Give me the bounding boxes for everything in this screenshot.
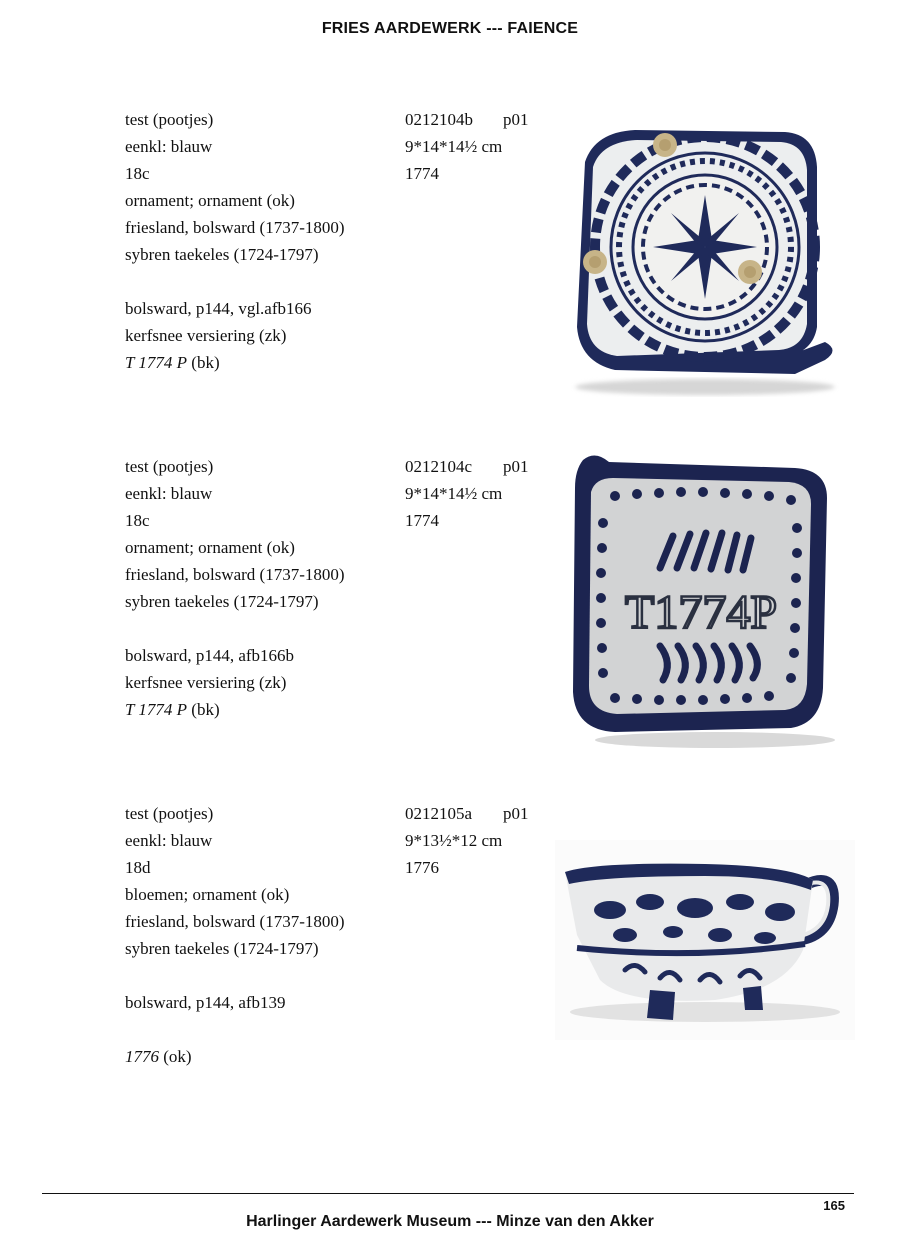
value-nr: 0212105a bbox=[405, 804, 473, 823]
value-jrt: 1774 bbox=[405, 164, 439, 183]
value-literatuur: bolsward, p144, afb139 bbox=[125, 993, 286, 1012]
opschrift-italic: T 1774 P bbox=[125, 700, 188, 719]
value-literatuur: bolsward, p144, afb166b bbox=[125, 646, 295, 665]
opschrift-rest: (bk) bbox=[187, 700, 220, 719]
object-photo-top-view bbox=[555, 112, 855, 397]
photo-inscription: T1774P bbox=[625, 586, 778, 639]
value-jrt: 1776 bbox=[405, 858, 439, 877]
page-number: 165 bbox=[823, 1198, 845, 1213]
value-pcode: p01 bbox=[503, 110, 529, 129]
page-title: FRIES AARDEWERK --- FAIENCE bbox=[321, 20, 579, 37]
value-pcode: p01 bbox=[503, 804, 529, 823]
value-kleur: eenkl: blauw bbox=[125, 137, 213, 156]
value-opschrift bbox=[125, 1047, 192, 1067]
opschrift-italic: T 1774 P bbox=[125, 353, 188, 372]
object-photo-underside bbox=[565, 448, 855, 753]
footer-text: Harlinger Aardewerk Museum --- Minze van den Akker bbox=[246, 1213, 654, 1230]
value-voorwerp: test (pootjes) bbox=[125, 110, 214, 129]
object-photo-side-view bbox=[555, 840, 855, 1040]
value-jrt: 1774 bbox=[405, 511, 439, 530]
value-literatuur: bolsward, p144, vgl.afb166 bbox=[125, 299, 312, 318]
opschrift-rest: (ok) bbox=[159, 1047, 192, 1066]
value-fabrikaat: friesland, bolsward (1737-1800) bbox=[125, 565, 345, 584]
value-fabrikaat: friesland, bolsward (1737-1800) bbox=[125, 912, 345, 931]
value-voorwerp: test (pootjes) bbox=[125, 457, 214, 476]
value-schilder: sybren taekeles (1724-1797) bbox=[125, 939, 319, 958]
value-voorwerp: test (pootjes) bbox=[125, 804, 214, 823]
value-nr: 0212104c bbox=[405, 457, 473, 476]
value-kleur: eenkl: blauw bbox=[125, 831, 213, 850]
footer-rule bbox=[42, 1193, 854, 1194]
value-nr: 0212104b bbox=[405, 110, 473, 129]
value-datering: 18c bbox=[125, 511, 150, 530]
value-datering: 18c bbox=[125, 164, 150, 183]
opschrift-italic: 1776 bbox=[125, 1047, 159, 1066]
value-opmerking: kerfsnee versiering (zk) bbox=[125, 673, 287, 692]
value-afm: 9*14*14½ cm bbox=[405, 137, 503, 156]
value-opmerking: kerfsnee versiering (zk) bbox=[125, 326, 287, 345]
value-voorstelling: ornament; ornament (ok) bbox=[125, 191, 295, 210]
value-pcode: p01 bbox=[503, 457, 529, 476]
value-afm: 9*13½*12 cm bbox=[405, 831, 503, 850]
value-fabrikaat: friesland, bolsward (1737-1800) bbox=[125, 218, 345, 237]
value-voorstelling: ornament; ornament (ok) bbox=[125, 538, 295, 557]
opschrift-rest: (bk) bbox=[187, 353, 220, 372]
value-afm: 9*14*14½ cm bbox=[405, 484, 503, 503]
value-voorstelling: bloemen; ornament (ok) bbox=[125, 885, 290, 904]
value-datering: 18d bbox=[125, 858, 151, 877]
value-opschrift bbox=[125, 700, 220, 720]
value-opschrift bbox=[125, 353, 220, 373]
value-kleur: eenkl: blauw bbox=[125, 484, 213, 503]
value-schilder: sybren taekeles (1724-1797) bbox=[125, 592, 319, 611]
value-schilder: sybren taekeles (1724-1797) bbox=[125, 245, 319, 264]
